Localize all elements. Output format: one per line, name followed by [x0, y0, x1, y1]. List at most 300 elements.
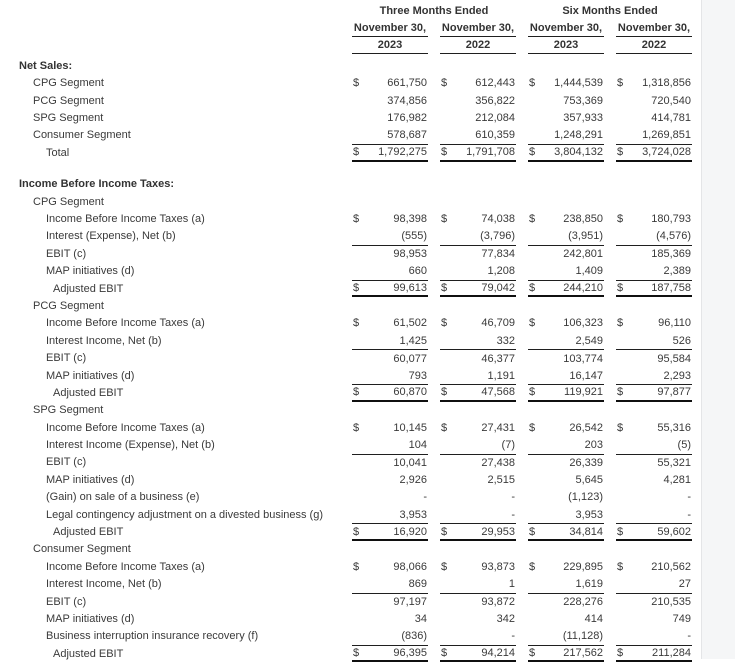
table-row [19, 332, 692, 349]
value-cell [352, 127, 428, 144]
cell-value: 414,781 [651, 112, 691, 125]
dollar-sign: $ [441, 560, 448, 573]
row-label: MAP initiatives (d) [46, 473, 135, 486]
cell-value: - [687, 491, 691, 504]
header-spacer [19, 37, 340, 54]
cell-value: 2,926 [399, 473, 427, 486]
value-cell [616, 523, 692, 540]
dollar-sign: $ [353, 386, 360, 399]
cell-value: 244,210 [563, 282, 603, 295]
cell-value: 610,359 [475, 129, 515, 142]
value-cell [440, 419, 516, 436]
dollar-sign: $ [441, 146, 448, 159]
cell-value: 1 [508, 578, 515, 591]
dollar-sign: $ [617, 146, 624, 159]
table-row [19, 489, 692, 506]
cell-value: 2,293 [663, 369, 691, 382]
value-cell [440, 558, 516, 575]
cell-value: 374,856 [387, 94, 427, 107]
value-cell [528, 436, 604, 453]
table-row [19, 228, 692, 245]
cell-value: 103,774 [563, 352, 603, 365]
section-title: Income Before Income Taxes: [19, 178, 175, 191]
cell-value: (11,128) [562, 630, 603, 643]
row-label: PCG Segment [33, 94, 104, 107]
dollar-sign: $ [353, 282, 360, 295]
cell-value: 95,584 [657, 352, 691, 365]
cell-value: 212,084 [475, 112, 515, 125]
table-row [19, 541, 692, 558]
table-row [19, 506, 692, 523]
value-cell [528, 349, 604, 366]
value-cell [352, 109, 428, 126]
cell-value: 4,281 [663, 473, 691, 486]
value-cell [616, 127, 692, 144]
cell-value: 104 [408, 439, 427, 452]
value-cell [352, 144, 428, 161]
table-row [19, 210, 692, 227]
section-title-row [19, 176, 692, 193]
dollar-sign: $ [529, 77, 536, 90]
table-body [19, 57, 692, 662]
dollar-sign: $ [353, 77, 360, 90]
value-cell [440, 280, 516, 297]
cell-value: 29,953 [481, 525, 515, 538]
value-cell [440, 144, 516, 161]
value-cell [440, 645, 516, 662]
value-cell [616, 109, 692, 126]
value-cell [528, 419, 604, 436]
cell-value: (555) [401, 230, 427, 243]
cell-value: 98,398 [393, 212, 427, 225]
table-row [19, 349, 692, 366]
cell-value: 612,443 [475, 77, 515, 90]
table-row [19, 367, 692, 384]
value-cell [440, 523, 516, 540]
cell-value: 5,645 [575, 473, 603, 486]
cell-value: 660 [408, 265, 427, 278]
value-cell [616, 506, 692, 523]
period-header: November 30, [616, 19, 692, 36]
value-cell [528, 127, 604, 144]
dollar-sign: $ [353, 525, 360, 538]
table-row [19, 127, 692, 144]
cell-value: 47,568 [481, 386, 515, 399]
value-cell [528, 506, 604, 523]
cell-value: (1,123) [568, 491, 603, 504]
dollar-sign: $ [441, 282, 448, 295]
table-row [19, 645, 692, 662]
cell-value: - [423, 491, 427, 504]
cell-value: 27,431 [481, 421, 515, 434]
value-cell [352, 576, 428, 593]
row-label: Interest Income (Expense), Net (b) [46, 439, 215, 452]
cell-value: (836) [401, 630, 427, 643]
value-cell [352, 471, 428, 488]
cell-value: 203 [584, 439, 603, 452]
value-cell [528, 384, 604, 401]
value-cell [616, 628, 692, 645]
row-label: MAP initiatives (d) [46, 612, 135, 625]
period-date-row [19, 19, 692, 36]
cell-value: - [511, 630, 515, 643]
value-cell [440, 576, 516, 593]
cell-value: 10,145 [393, 421, 427, 434]
dollar-sign: $ [353, 317, 360, 330]
table-row [19, 419, 692, 436]
dollar-sign: $ [617, 77, 624, 90]
dollar-sign: $ [353, 146, 360, 159]
year-header: 2023 [528, 37, 604, 54]
value-cell [528, 645, 604, 662]
value-cell [528, 576, 604, 593]
row-label: Income Before Income Taxes (a) [46, 560, 205, 573]
table-row [19, 92, 692, 109]
dollar-sign: $ [529, 146, 536, 159]
table-row [19, 75, 692, 92]
dollar-sign: $ [353, 421, 360, 434]
dollar-sign: $ [353, 560, 360, 573]
value-cell [528, 92, 604, 109]
table-row [19, 471, 692, 488]
value-cell [440, 245, 516, 262]
cell-value: 79,042 [481, 282, 515, 295]
row-label: CPG Segment [33, 195, 104, 208]
value-cell [440, 262, 516, 279]
value-cell [440, 610, 516, 627]
value-cell [616, 558, 692, 575]
row-label: EBIT (c) [46, 247, 87, 260]
cell-value: 1,444,539 [554, 77, 603, 90]
cell-value: 55,316 [657, 421, 691, 434]
cell-value: (7) [501, 439, 515, 452]
cell-value: 46,709 [481, 317, 515, 330]
cell-value: 34,814 [569, 525, 603, 538]
table-row [19, 193, 692, 210]
cell-value: 217,562 [563, 647, 603, 660]
cell-value: 2,515 [487, 473, 515, 486]
cell-value: 59,602 [657, 525, 691, 538]
dollar-sign: $ [353, 647, 360, 660]
cell-value: 414 [584, 612, 603, 625]
cell-value: 1,791,708 [466, 146, 515, 159]
value-cell [352, 92, 428, 109]
row-label: MAP initiatives (d) [46, 265, 135, 278]
value-cell [352, 489, 428, 506]
cell-value: 60,077 [393, 352, 427, 365]
cell-value: 1,248,291 [554, 129, 603, 142]
table-row [19, 628, 692, 645]
value-cell [528, 144, 604, 161]
cell-value: 661,750 [387, 77, 427, 90]
value-cell [440, 109, 516, 126]
value-cell [440, 489, 516, 506]
cell-value: 176,982 [387, 112, 427, 125]
section-title-row [19, 57, 692, 74]
cell-value: 3,804,132 [554, 146, 603, 159]
table-row [19, 454, 692, 471]
row-label: Adjusted EBIT [53, 526, 124, 539]
value-cell [352, 628, 428, 645]
value-cell [352, 558, 428, 575]
cell-value: 46,377 [481, 352, 515, 365]
value-cell [528, 454, 604, 471]
cell-value: 2,549 [575, 334, 603, 347]
value-cell [528, 593, 604, 610]
value-cell [352, 349, 428, 366]
dollar-sign: $ [441, 212, 448, 225]
value-cell [528, 245, 604, 262]
dollar-sign: $ [617, 560, 624, 573]
cell-value: (3,796) [480, 230, 515, 243]
cell-value: 74,038 [481, 212, 515, 225]
cell-value: 210,535 [651, 596, 691, 609]
value-cell [440, 349, 516, 366]
row-label: Adjusted EBIT [53, 386, 124, 399]
row-label: CPG Segment [33, 77, 104, 90]
year-header: 2022 [616, 37, 692, 54]
value-cell [352, 315, 428, 332]
cell-value: 97,197 [393, 596, 427, 609]
value-cell [440, 506, 516, 523]
value-cell [528, 332, 604, 349]
cell-value: 749 [672, 612, 691, 625]
value-cell [616, 454, 692, 471]
value-cell [528, 280, 604, 297]
value-cell [528, 628, 604, 645]
row-label: PCG Segment [33, 299, 104, 312]
section-title: Net Sales: [19, 59, 73, 72]
col-group-six-months: Six Months Ended [562, 4, 658, 17]
table-row [19, 402, 692, 419]
value-cell [352, 610, 428, 627]
dollar-sign: $ [529, 317, 536, 330]
value-cell [616, 367, 692, 384]
row-label: Income Before Income Taxes (a) [46, 317, 205, 330]
value-cell [528, 315, 604, 332]
dollar-sign: $ [441, 421, 448, 434]
row-label: Income Before Income Taxes (a) [46, 421, 205, 434]
row-label: Interest Income, Net (b) [46, 578, 162, 591]
cell-value: 228,276 [563, 596, 603, 609]
value-cell [440, 593, 516, 610]
period-header: November 30, [528, 19, 604, 36]
cell-value: - [687, 508, 691, 521]
value-cell [352, 262, 428, 279]
table-row [19, 245, 692, 262]
cell-value: 16,920 [393, 525, 427, 538]
value-cell [352, 210, 428, 227]
value-cell [440, 471, 516, 488]
value-cell [352, 645, 428, 662]
value-cell [440, 315, 516, 332]
row-label: Adjusted EBIT [53, 647, 124, 660]
dollar-sign: $ [617, 525, 624, 538]
dollar-sign: $ [617, 421, 624, 434]
cell-value: (4,576) [656, 230, 691, 243]
cell-value: 211,284 [652, 647, 691, 660]
cell-value: 10,041 [393, 456, 427, 469]
cell-value: 61,502 [393, 317, 427, 330]
dollar-sign: $ [617, 386, 624, 399]
value-cell [440, 228, 516, 245]
row-label: SPG Segment [33, 404, 104, 417]
row-label: Income Before Income Taxes (a) [46, 212, 205, 225]
cell-value: 96,395 [393, 647, 427, 660]
cell-value: 753,369 [563, 94, 603, 107]
cell-value: - [511, 491, 515, 504]
cell-value: 97,877 [657, 386, 691, 399]
cell-value: 229,895 [563, 560, 603, 573]
dollar-sign: $ [441, 525, 448, 538]
value-cell [352, 332, 428, 349]
cell-value: (5) [677, 439, 691, 452]
table-row [19, 384, 692, 401]
year-header: 2022 [440, 37, 516, 54]
table-row [19, 610, 692, 627]
value-cell [616, 419, 692, 436]
cell-value: 55,321 [657, 456, 691, 469]
dollar-sign: $ [441, 386, 448, 399]
value-cell [616, 262, 692, 279]
table-row [19, 436, 692, 453]
cell-value: 1,792,275 [378, 146, 427, 159]
value-cell [352, 506, 428, 523]
table-row [19, 315, 692, 332]
value-cell [352, 280, 428, 297]
value-cell [616, 436, 692, 453]
table-section [19, 176, 692, 662]
cell-value: 96,110 [658, 317, 691, 330]
row-label: EBIT (c) [46, 352, 87, 365]
cell-value: 27,438 [481, 456, 515, 469]
dollar-sign: $ [617, 647, 624, 660]
value-cell [616, 228, 692, 245]
value-cell [440, 92, 516, 109]
row-label: Total [46, 146, 70, 159]
value-cell [352, 436, 428, 453]
value-cell [440, 436, 516, 453]
table-row [19, 280, 692, 297]
cell-value: (3,951) [568, 230, 603, 243]
row-label: Legal contingency adjustment on a divested business (g) [46, 508, 324, 521]
value-cell [352, 593, 428, 610]
value-cell [440, 332, 516, 349]
value-cell [352, 228, 428, 245]
header-spacer [19, 19, 340, 36]
year-row [19, 37, 692, 54]
row-label: Consumer Segment [33, 129, 131, 142]
value-cell [440, 127, 516, 144]
value-cell [616, 489, 692, 506]
value-cell [352, 419, 428, 436]
row-label: EBIT (c) [46, 595, 87, 608]
cell-value: 1,409 [575, 265, 603, 278]
dollar-sign: $ [529, 647, 536, 660]
value-cell [352, 384, 428, 401]
value-cell [616, 576, 692, 593]
table-row [19, 109, 692, 126]
row-label: Business interruption insurance recovery (f) [46, 630, 259, 643]
cell-value: 77,834 [481, 248, 515, 261]
dollar-sign: $ [617, 317, 624, 330]
value-cell [616, 593, 692, 610]
table-row [19, 558, 692, 575]
cell-value: 356,822 [475, 94, 515, 107]
dollar-sign: $ [529, 212, 536, 225]
value-cell [528, 228, 604, 245]
cell-value: 1,619 [575, 578, 603, 591]
value-cell [352, 75, 428, 92]
cell-value: 106,323 [563, 317, 603, 330]
value-cell [616, 384, 692, 401]
cell-value: 242,801 [563, 248, 603, 261]
cell-value: 60,870 [393, 386, 427, 399]
value-cell [440, 210, 516, 227]
value-cell [528, 610, 604, 627]
cell-value: 357,933 [563, 112, 603, 125]
value-cell [616, 315, 692, 332]
cell-value: 3,953 [399, 508, 427, 521]
value-cell [616, 332, 692, 349]
dollar-sign: $ [353, 212, 360, 225]
value-cell [352, 245, 428, 262]
cell-value: 342 [496, 612, 515, 625]
cell-value: 34 [414, 612, 427, 625]
value-cell [616, 645, 692, 662]
value-cell [528, 109, 604, 126]
cell-value: 578,687 [387, 129, 427, 142]
table-row [19, 523, 692, 540]
cell-value: 99,613 [393, 282, 427, 295]
cell-value: 1,191 [487, 369, 515, 382]
value-cell [616, 610, 692, 627]
cell-value: 3,953 [575, 508, 603, 521]
cell-value: 1,425 [399, 334, 427, 347]
value-cell [440, 367, 516, 384]
dollar-sign: $ [441, 77, 448, 90]
table-section [19, 57, 692, 161]
table-row [19, 576, 692, 593]
cell-value: 210,562 [651, 560, 691, 573]
cell-value: 26,542 [569, 421, 603, 434]
value-cell [528, 75, 604, 92]
value-cell [528, 523, 604, 540]
table-row [19, 144, 692, 161]
cell-value: 93,873 [481, 560, 515, 573]
dollar-sign: $ [617, 212, 624, 225]
value-cell [352, 523, 428, 540]
dollar-sign: $ [617, 282, 624, 295]
row-label: Interest (Expense), Net (b) [46, 230, 176, 243]
value-cell [616, 280, 692, 297]
value-cell [440, 75, 516, 92]
cell-value: 119,921 [564, 386, 603, 399]
row-label: EBIT (c) [46, 456, 87, 469]
row-label: MAP initiatives (d) [46, 369, 135, 382]
cell-value: 94,214 [481, 647, 515, 660]
period-header: November 30, [440, 19, 516, 36]
value-cell [440, 628, 516, 645]
value-cell [616, 349, 692, 366]
dollar-sign: $ [529, 282, 536, 295]
value-cell [528, 471, 604, 488]
right-gutter [701, 0, 735, 659]
cell-value: 332 [496, 334, 515, 347]
dollar-sign: $ [529, 560, 536, 573]
value-cell [352, 454, 428, 471]
value-cell [440, 454, 516, 471]
